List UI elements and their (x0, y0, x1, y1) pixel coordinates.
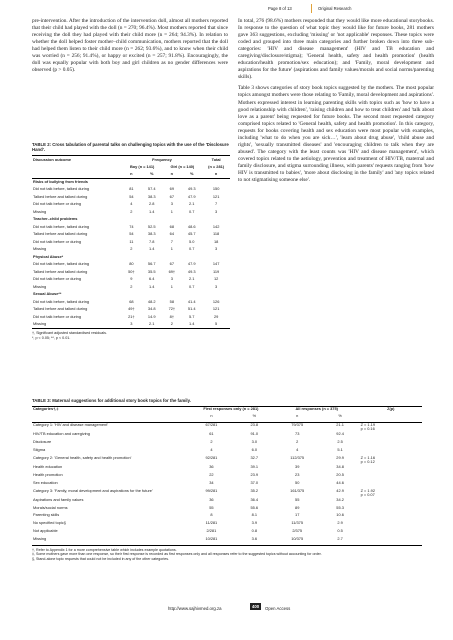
table-2 (32, 142, 230, 340)
table-3-caption: TABLE 3: Maternal suggestions for additional story book topics for the family. (32, 398, 191, 403)
table-cell: 74 (129, 223, 134, 229)
table-cell: 10.6 (336, 512, 344, 518)
row-label: Aspirations and family values (33, 496, 84, 502)
table-cell: 10/281 (188, 537, 235, 545)
col-header: % (321, 414, 360, 422)
table-cell: 3 (215, 283, 218, 289)
table-cell: 7.8 (149, 238, 155, 244)
col-header: n (188, 414, 235, 422)
col-header: % (141, 171, 163, 179)
table-cell: 121 (212, 306, 220, 312)
table-cell: 49.3 (187, 268, 196, 274)
table-cell: 11/281 (205, 520, 218, 526)
z-value: Z = 1.16 (360, 454, 375, 460)
table-row (32, 246, 230, 254)
table-cell: 0.7 (189, 246, 195, 252)
row-label: Morals/social norms (33, 504, 68, 510)
table-row (32, 208, 230, 216)
table-cell: 91.0 (250, 430, 259, 436)
table-cell: 1 (170, 208, 173, 214)
table-section-row (32, 291, 230, 299)
table-cell: 150 (212, 186, 220, 192)
table-cell: 119 (213, 268, 220, 274)
table-cell: 2 (296, 438, 299, 444)
z-cell (360, 432, 422, 440)
table-2-grid (32, 155, 230, 329)
table-row (32, 465, 422, 473)
z-cell (360, 456, 422, 465)
table-cell: 2 (163, 321, 182, 329)
p-value: p = 0.12 (360, 459, 375, 465)
table-cell: 121 (212, 193, 220, 199)
row-label: Talked before and talked during (33, 306, 88, 312)
table-cell: 58 (169, 298, 174, 304)
row-label: Sex education (33, 479, 58, 485)
row-label: Did not talk before or during (33, 201, 82, 207)
table-cell: 147 (212, 261, 220, 267)
paragraph: Table 3 shows categories of story book topics suggested by the mothers. The most popular topics amongst mothers were those relating to 'Family, moral development and aspirations'. Mothers expressed interest in learning parenting skills with topics such as 'how to have a good relationship with children', 'raising children and how to treat children' and 'talk about love as a parent' being requested for future books. The second most requested category comprised topics related to 'General health, safety and health promotion'. In this category, requests for books covering health and sex education were most popular with examples, including 'what to do when you are sick…', 'learn about drug abuse', 'child abuse and rights', 'sexually transmitted diseases' and 'encouraging children to talk when they are abused'. The category with the least counts was 'HIV and disease management', which covered topics related to the aetiology, prevention and treatment of HIV/TB, maternal and family disclosure, and stigma surrounding illness, with parents' requests ranging from 'how HIV is transmitted to babies', 'more about disclosing in the family' and 'any topics related to not stigmatising someone else'. (238, 85, 434, 184)
table-cell: 0.7 (189, 283, 195, 289)
table-cell: 68 (129, 298, 134, 304)
table-cell: 142 (212, 223, 220, 229)
z-cell (360, 513, 422, 521)
z-cell (360, 489, 422, 498)
row-label: Did not talk before, talked during (33, 223, 90, 229)
table-cell: 67/281 (205, 421, 218, 427)
table-cell: 112/375 (290, 454, 305, 460)
row-label: Did not talk before, talked during (33, 261, 90, 267)
table-row (32, 193, 230, 201)
table-cell: 54 (129, 231, 134, 237)
row-label: Health promotion (33, 471, 63, 477)
page-header (0, 4, 453, 14)
journal-link[interactable]: http://www.sajhivmed.org.za (168, 606, 222, 611)
paragraph: In total, 276 (98.6%) mothers responded that they would like more educational storybooks. In response to the question of what topic they would like for future books, 281 mothers gave 363 suggestions, excluding 'missing' or 'not applicable' responses. These topics were coded and grouped into three main categories and further broken down into three sub-categories: 'HIV and disease management' (HIV and TB education and caregiving/disclosure/stigma); 'General health, safety and health promotion' (health education/health promotion/sex education); and 'Family, moral development and aspirations for the future' (aspirations and family values/morals and social norms/parenting skills). (238, 18, 434, 81)
table-cell: 34.8 (336, 463, 344, 469)
table-cell: 48.2 (147, 298, 156, 304)
row-label: Not applicable (33, 528, 58, 534)
table-row (32, 513, 422, 521)
table-cell: 126 (212, 298, 220, 304)
footnote: §, Stand-alone topic requests that could not be included in any of the other categories. (32, 557, 170, 562)
page-number: 400 (252, 604, 260, 609)
table-row (32, 422, 422, 432)
table-cell: 54 (129, 193, 134, 199)
row-label: Missing (33, 283, 47, 289)
table-cell: 47.9 (187, 261, 196, 267)
table-cell: 8.1 (251, 512, 257, 518)
table-2-footnotes (32, 331, 230, 340)
col-header: % (235, 414, 274, 422)
table-row (32, 223, 230, 231)
z-value: Z = 1.19 (360, 421, 375, 427)
table-cell: 7 (170, 238, 173, 244)
table-cell: 56.7 (147, 261, 156, 267)
table-cell: 0.5 (337, 528, 343, 534)
table-cell: 21.1 (336, 421, 344, 427)
z-cell (360, 465, 422, 473)
table-row (32, 498, 422, 506)
table-cell: 10/375 (274, 537, 321, 545)
row-label: Talked before and talked during (33, 231, 88, 237)
table-cell: 38.3 (147, 193, 156, 199)
right-column-text (238, 18, 434, 188)
table-cell: 4 (130, 201, 133, 207)
table-row (32, 283, 230, 291)
table-cell: 34.8 (147, 306, 156, 312)
table-cell: 5.1 (337, 446, 343, 452)
row-label: Did not talk before or during (33, 313, 82, 319)
table-cell: 11 (129, 238, 134, 244)
table-row (32, 473, 422, 481)
table-row (32, 298, 230, 306)
table-cell: 6.4 (149, 276, 155, 282)
header-divider (311, 4, 312, 13)
table-cell: 42.9 (336, 487, 344, 493)
table-cell: 2.1 (189, 276, 195, 282)
table-cell: 36 (209, 496, 214, 502)
z-cell (360, 440, 422, 448)
table-cell: 67 (169, 193, 174, 199)
table-cell: 3 (170, 276, 173, 282)
table-cell: 79/375 (291, 421, 304, 427)
table-cell: 5 (202, 321, 230, 329)
row-label: Did not talk before or during (33, 276, 82, 282)
z-cell (360, 506, 422, 514)
table-cell: 89 (295, 504, 300, 510)
row-label: Missing (32, 321, 122, 329)
table-cell: 35.2 (250, 487, 259, 493)
col-header: n (163, 171, 182, 179)
table-cell: 9 (130, 276, 133, 282)
row-label: Did not talk before, talked during (33, 298, 90, 304)
row-label: No specified topic§ (33, 520, 66, 526)
table-cell: 39.1 (250, 463, 259, 469)
z-cell (360, 422, 422, 432)
table-cell: 73 (295, 430, 300, 436)
table-row (32, 268, 230, 276)
table-cell: 2/281 (206, 528, 217, 534)
table-cell: 11/375 (291, 520, 303, 526)
table-row (32, 529, 422, 537)
table-cell: 1 (170, 246, 173, 252)
table-cell: 2/375 (292, 528, 303, 534)
col-header: n (122, 171, 141, 179)
table-cell: 55.3 (336, 504, 344, 510)
footnote: *, p < 0.05; **, p < 0.01. (32, 335, 71, 340)
open-access-label: Open Access (265, 606, 291, 611)
table-cell: 8† (169, 313, 174, 319)
table-cell: 2.9 (337, 520, 343, 526)
col-header: n (274, 414, 321, 422)
table-cell: 55.6 (250, 504, 259, 510)
table-cell: 32.7 (250, 454, 259, 460)
z-value: Z = 1.92 (360, 487, 375, 493)
table-cell: 81 (129, 186, 134, 192)
table-cell: 12 (213, 276, 219, 282)
table-cell: 5.7 (189, 313, 195, 319)
table-row (32, 506, 422, 514)
table-row (32, 276, 230, 284)
table-cell: 2 (130, 283, 133, 289)
col-header: Categories†,‡ (32, 407, 188, 415)
col-header: Frequency (122, 156, 202, 164)
table-cell: 45.7 (187, 231, 196, 237)
section-title: Teacher–child problems (33, 216, 78, 222)
row-label: Parenting skills (33, 512, 60, 518)
page-indicator: Page 8 of 13 (268, 6, 292, 11)
row-label: Missing (33, 246, 47, 252)
article-type-label: Original Research (318, 6, 352, 11)
table-cell: 29 (213, 313, 219, 319)
section-title: Physical Abuse* (33, 253, 64, 259)
table-cell: 52.5 (147, 223, 156, 229)
table-cell: 5.0 (189, 238, 195, 244)
z-cell (360, 537, 422, 545)
table-row (32, 238, 230, 246)
table-cell: 23 (295, 471, 300, 477)
row-label: Category 3: 'Family, moral development and aspirations for the future' (33, 487, 153, 493)
table-cell: 3 (215, 246, 218, 252)
table-cell: 2 (130, 246, 133, 252)
table-row (32, 537, 422, 545)
table-cell: 1.4 (149, 283, 155, 289)
table-cell: 50 (295, 479, 300, 485)
table-cell: 34 (209, 479, 214, 485)
table-cell: 2.5 (337, 438, 343, 444)
row-label: Disclosure (33, 438, 52, 444)
table-cell: 2.1 (141, 321, 163, 329)
table-cell: 64 (169, 231, 174, 237)
table-3-grid (32, 406, 422, 546)
table-row (32, 440, 422, 448)
col-header: Discussion outcome (32, 156, 122, 164)
row-label: Did not talk before, talked during (33, 186, 90, 192)
col-header: First responses only (n = 281) (188, 407, 274, 415)
table-cell: 2.7 (321, 537, 360, 545)
table-cell: 3 (170, 201, 173, 207)
section-title: Risks of bullying from friends (33, 179, 88, 185)
table-row (32, 321, 230, 329)
table-cell: 67 (169, 261, 174, 267)
table-3-footnotes (32, 548, 422, 562)
footnote: ‡, Some mothers gave more than one response, so their first response is recorded as first responses only and all responses refer to the suggested topics without accounting for order. (32, 552, 322, 557)
row-label: Did not talk before or during (33, 238, 82, 244)
table-row (32, 261, 230, 269)
table-cell: 17 (295, 512, 300, 518)
table-cell: 2 (210, 438, 213, 444)
table-cell: 1.4 (149, 208, 155, 214)
table-cell: 44.6 (336, 479, 344, 485)
table-cell: 34.2 (336, 496, 344, 502)
table-cell: 36.4 (250, 496, 259, 502)
table-cell: 49† (128, 306, 135, 312)
col-header: % (181, 171, 202, 179)
table-3 (32, 398, 422, 562)
table-cell: 99/281 (205, 487, 218, 493)
table-cell: 3.6 (235, 537, 274, 545)
table-cell: 1 (170, 283, 173, 289)
row-label: Health education (33, 463, 63, 469)
table-cell: 3 (215, 208, 218, 214)
table-cell: 7 (215, 201, 218, 207)
footnote: †, Significant adjusted standardised residuals. (32, 330, 108, 335)
section-title: Sexual Abuse** (33, 291, 62, 297)
z-cell (360, 473, 422, 481)
col-header: Girl (n = 140) (170, 163, 195, 169)
left-column-text (32, 18, 228, 74)
table-cell: 92.4 (336, 430, 344, 436)
table-cell: 39 (295, 463, 300, 469)
col-header: Boy (n = 141) (129, 163, 155, 169)
table-cell: 22 (209, 471, 214, 477)
col-header: Total (202, 156, 230, 164)
table-cell: 3.9 (251, 520, 257, 526)
table-cell: 4 (210, 446, 213, 452)
table-cell: 51.4 (187, 306, 196, 312)
row-label: Talked before and talked during (33, 193, 88, 199)
table-cell: 1.4 (181, 321, 202, 329)
col-header: n (202, 171, 230, 179)
table-cell: 69 (169, 186, 174, 192)
table-cell: 35.5 (147, 268, 156, 274)
table-row (32, 489, 422, 498)
table-row (32, 306, 230, 314)
table-row (32, 313, 230, 321)
row-label: Stigma (33, 446, 46, 452)
table-cell: 3.0 (251, 438, 257, 444)
table-cell: 55 (295, 496, 300, 502)
table-cell: 29.9 (336, 454, 344, 460)
table-cell: 2.1 (189, 201, 195, 207)
row-label: Category 1: 'HIV and disease management' (33, 421, 109, 427)
z-cell (360, 521, 422, 529)
table-cell: 23.9 (250, 471, 259, 477)
table-cell: 14.9 (147, 313, 156, 319)
table-cell: 118 (213, 231, 220, 237)
table-cell: 48.6 (187, 223, 196, 229)
col-header: All responses (n = 375) (274, 407, 360, 415)
table-row (32, 432, 422, 440)
footnote: †, Refer to Appendix 1 for a more comprehensive table which includes example quotations. (32, 547, 177, 552)
table-cell: 72† (168, 306, 176, 312)
p-value: p = 0.16 (360, 426, 375, 432)
table-cell: 161/375 (290, 487, 305, 493)
table-cell: 0.8 (251, 528, 257, 534)
row-label: Missing (33, 208, 47, 214)
table-2-caption: TABLE 2: Cross tabulation of parental talks on challenging topics with the use of the 'Disclosure Hand'. (32, 142, 229, 153)
p-value: p = 0.07 (360, 492, 375, 498)
table-cell: 2.8 (149, 201, 155, 207)
table-cell: 18 (213, 238, 219, 244)
table-cell: 37.0 (250, 479, 259, 485)
table-cell: 0.7 (189, 208, 195, 214)
table-section-row (32, 178, 230, 186)
table-section-row (32, 253, 230, 261)
table-cell: 23.8 (250, 421, 259, 427)
table-cell: 2 (130, 208, 133, 214)
row-label: Talked before and talked during (33, 268, 88, 274)
table-section-row (32, 216, 230, 224)
col-header: Z(p) (360, 407, 422, 415)
row-label: HIV/TB education and caregiving (33, 430, 90, 436)
table-cell: 1.4 (149, 246, 155, 252)
table-cell: 20.5 (336, 471, 344, 477)
table-row (32, 201, 230, 209)
table-cell: 68 (169, 223, 174, 229)
z-cell (360, 498, 422, 506)
table-row (32, 231, 230, 239)
table-cell: 8 (210, 512, 213, 518)
table-cell: 6.0 (251, 446, 257, 452)
table-cell: 55 (209, 504, 214, 510)
table-cell: 4 (296, 446, 299, 452)
table-cell: 21† (128, 313, 135, 319)
table-cell: 61 (209, 430, 214, 436)
table-row (32, 521, 422, 529)
row-label: Missing (32, 537, 188, 545)
row-label: Category 2: 'General health, safety and health promotion' (33, 454, 132, 460)
col-header: (n = 281) (208, 163, 225, 169)
table-cell: 41.4 (187, 298, 196, 304)
table-cell: 36 (209, 463, 214, 469)
table-row (32, 186, 230, 194)
table-cell: 38.3 (147, 231, 156, 237)
table-cell: 69† (168, 268, 176, 274)
table-cell: 49.3 (187, 186, 196, 192)
table-cell: 57.4 (147, 186, 156, 192)
z-cell (360, 529, 422, 537)
table-cell: 92/281 (205, 454, 218, 460)
paragraph: pre-intervention. After the introduction of the intervention doll, almost all mothers reported that their child had played with the doll (n = 270; 96.4%). Most mothers reported that since receiving the doll they had played with their child more (n = 264; 94.3%). In relation to whether the doll helped foster mother–child communication, mothers reported that the doll had helped them listen to their child more (n = 262; 93.6%), and to know when their child was worried (n = 256; 91.4%), or happy or excited (n = 257; 91.8%). Encouragingly, the doll was equally popular with both boy and girl children as no gender differences were observed (p > 0.05). (32, 18, 228, 74)
table-cell: 3 (122, 321, 141, 329)
table-row (32, 456, 422, 465)
table-cell: 50† (128, 268, 135, 274)
table-cell: 47.9 (187, 193, 196, 199)
table-cell: 80 (129, 261, 134, 267)
